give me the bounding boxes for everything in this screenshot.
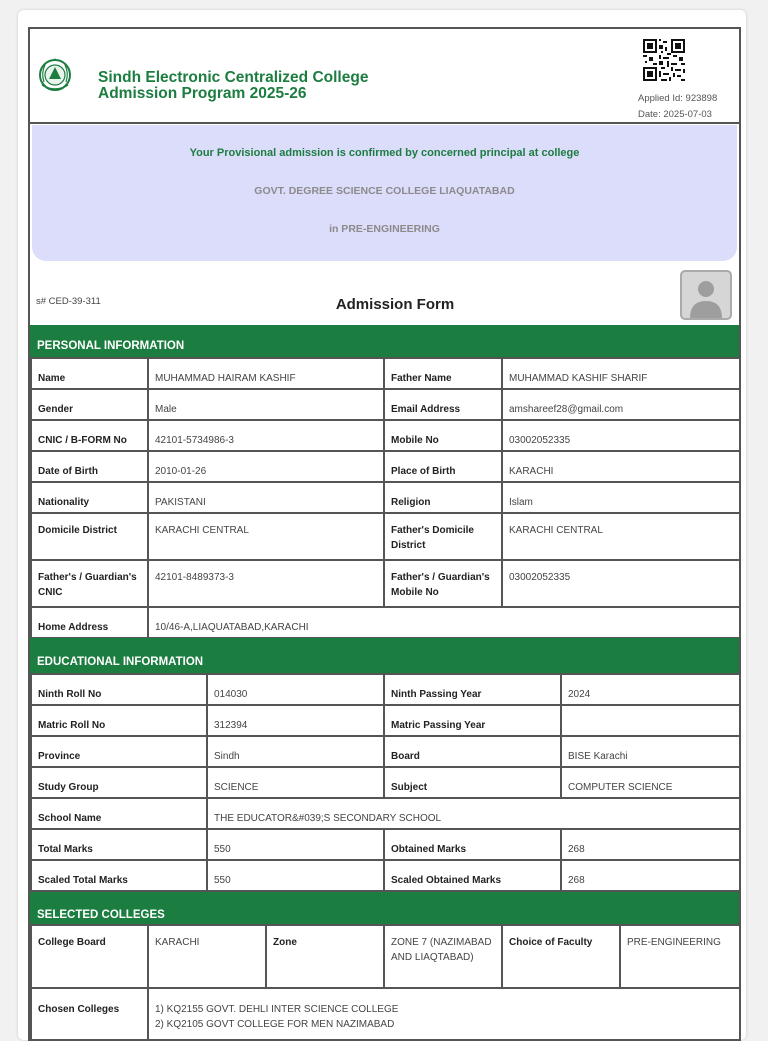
father-domicile-label: Father's Domicile District	[384, 513, 502, 560]
table-row	[31, 705, 740, 736]
program-title	[98, 70, 368, 102]
cnic-label: CNIC / B-FORM No	[31, 420, 148, 451]
chosen-colleges-label: Chosen Colleges	[31, 988, 148, 1041]
table-row	[31, 988, 740, 1041]
board-value: BISE Karachi	[561, 736, 740, 767]
matric-roll-label: Matric Roll No	[31, 705, 207, 736]
religion-value: Islam	[502, 482, 740, 513]
obtained-marks-value: 268	[561, 829, 740, 860]
guardian-mobile-label: Father's / Guardian's Mobile No	[384, 560, 502, 607]
table-row	[31, 420, 740, 451]
scaled-obtained-label: Scaled Obtained Marks	[384, 860, 561, 891]
email-value: amshareef28@gmail.com	[502, 389, 740, 420]
admitted-college: GOVT. DEGREE SCIENCE COLLEGE LIAQUATABAD	[254, 185, 515, 197]
table-row	[31, 860, 740, 891]
table-row	[31, 925, 740, 988]
ninth-year-label: Ninth Passing Year	[384, 674, 561, 705]
father-name-label: Father Name	[384, 358, 502, 389]
educational-information-heading: EDUCATIONAL INFORMATION	[30, 638, 739, 673]
faculty-value: PRE-ENGINEERING	[620, 925, 740, 988]
scaled-total-label: Scaled Total Marks	[31, 860, 207, 891]
home-address-value: 10/46-A,LIAQUATABAD,KARACHI	[148, 607, 740, 638]
form-header	[30, 29, 739, 124]
subject-label: Subject	[384, 767, 561, 798]
board-label: Board	[384, 736, 561, 767]
qr-code-icon	[642, 39, 686, 81]
table-row	[31, 674, 740, 705]
table-row	[31, 358, 740, 389]
nationality-label: Nationality	[31, 482, 148, 513]
form-serial-number: s# CED-39-311	[36, 296, 101, 307]
father-name-value: MUHAMMAD KASHIF SHARIF	[502, 358, 740, 389]
mobile-value: 03002052335	[502, 420, 740, 451]
student-photo-placeholder	[680, 270, 732, 320]
table-row	[31, 389, 740, 420]
applied-id: Applied Id: 923898	[638, 93, 718, 104]
ninth-roll-label: Ninth Roll No	[31, 674, 207, 705]
personal-information-heading: PERSONAL INFORMATION	[30, 325, 739, 357]
guardian-cnic-value: 42101-8489373-3	[148, 560, 384, 607]
chosen-colleges-value	[148, 988, 740, 1041]
mobile-label: Mobile No	[384, 420, 502, 451]
chosen-college-2: 2) KQ2105 GOVT COLLEGE FOR MEN NAZIMABAD	[155, 1019, 395, 1030]
selected-colleges-heading: SELECTED COLLEGES	[30, 892, 739, 924]
table-row	[31, 451, 740, 482]
guardian-cnic-label: Father's / Guardian's CNIC	[31, 560, 148, 607]
chosen-college-1: 1) KQ2155 GOVT. DEHLI INTER SCIENCE COLLEGE	[155, 1004, 399, 1015]
total-marks-value: 550	[207, 829, 384, 860]
study-group-value: SCIENCE	[207, 767, 384, 798]
gender-value: Male	[148, 389, 384, 420]
sindh-emblem-logo	[36, 55, 74, 95]
pob-label: Place of Birth	[384, 451, 502, 482]
dob-value: 2010-01-26	[148, 451, 384, 482]
faculty-label: Choice of Faculty	[502, 925, 620, 988]
scaled-obtained-value: 268	[561, 860, 740, 891]
domicile-label: Domicile District	[31, 513, 148, 560]
school-name-label: School Name	[31, 798, 207, 829]
cnic-value: 42101-5734986-3	[148, 420, 384, 451]
personal-information-table	[30, 357, 741, 639]
table-row	[31, 513, 740, 560]
matric-roll-value: 312394	[207, 705, 384, 736]
name-value: MUHAMMAD HAIRAM KASHIF	[148, 358, 384, 389]
admission-form	[28, 27, 741, 1041]
program-title-line2: Admission Program 2025-26	[98, 85, 307, 102]
form-title: Admission Form	[335, 296, 455, 313]
nationality-value: PAKISTANI	[148, 482, 384, 513]
subject-value: COMPUTER SCIENCE	[561, 767, 740, 798]
ninth-roll-value: 014030	[207, 674, 384, 705]
matric-year-label: Matric Passing Year	[384, 705, 561, 736]
college-board-value: KARACHI	[148, 925, 266, 988]
email-label: Email Address	[384, 389, 502, 420]
religion-label: Religion	[384, 482, 502, 513]
table-row	[31, 607, 740, 638]
educational-information-table	[30, 673, 741, 892]
total-marks-label: Total Marks	[31, 829, 207, 860]
father-domicile-value: KARACHI CENTRAL	[502, 513, 740, 560]
table-row	[31, 798, 740, 829]
table-row	[31, 560, 740, 607]
user-avatar-icon	[682, 272, 730, 318]
admission-status-banner	[32, 125, 737, 261]
zone-label: Zone	[266, 925, 384, 988]
domicile-value: KARACHI CENTRAL	[148, 513, 384, 560]
matric-year-value	[561, 705, 740, 736]
scaled-total-value: 550	[207, 860, 384, 891]
table-row	[31, 767, 740, 798]
study-group-label: Study Group	[31, 767, 207, 798]
selected-colleges-table	[30, 924, 741, 1041]
gender-label: Gender	[31, 389, 148, 420]
application-meta	[638, 91, 717, 122]
pob-value: KARACHI	[502, 451, 740, 482]
name-label: Name	[31, 358, 148, 389]
dob-label: Date of Birth	[31, 451, 148, 482]
school-name-value: THE EDUCATOR&#039;S SECONDARY SCHOOL	[207, 798, 740, 829]
home-address-label: Home Address	[31, 607, 148, 638]
college-board-label: College Board	[31, 925, 148, 988]
table-row	[31, 829, 740, 860]
obtained-marks-label: Obtained Marks	[384, 829, 561, 860]
confirmation-message: Your Provisional admission is confirmed by concerned principal at college	[189, 147, 580, 159]
ninth-year-value: 2024	[561, 674, 740, 705]
application-date: Date: 2025-07-03	[638, 108, 712, 120]
zone-value: ZONE 7 (NAZIMABAD AND LIAQTABAD)	[384, 925, 502, 988]
admitted-program: in PRE-ENGINEERING	[329, 223, 440, 235]
guardian-mobile-value: 03002052335	[502, 560, 740, 607]
table-row	[31, 482, 740, 513]
province-value: Sindh	[207, 736, 384, 767]
program-title-line1: Sindh Electronic Centralized College	[98, 69, 369, 86]
province-label: Province	[31, 736, 207, 767]
table-row	[31, 736, 740, 767]
